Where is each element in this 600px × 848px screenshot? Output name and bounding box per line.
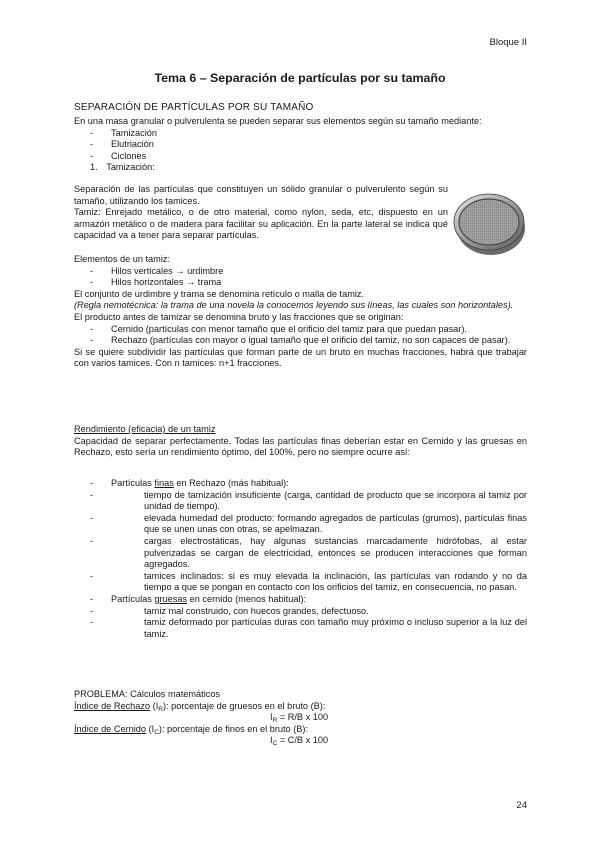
rendimiento-heading: Rendimiento (eficacia) de un tamiz [74,424,216,434]
list-item: - tamiz deformado por partículas duras con tamaño muy próximo o incluso superior a la luz del tamiz. [74,617,527,640]
finas-causes [74,490,527,594]
elements-block [74,254,527,370]
intro-block [74,116,527,174]
list-item: - cargas electrostáticas, hay algunas sustancias marcadamente hidrófobas, al estar pulverizadas se cargan de electricidad, entonces se producen interacciones que forman agregados. [74,536,527,571]
list-item: - Hilos verticales → urdimbre [74,266,527,278]
finas-term: finas [154,478,174,488]
subdivide-text: Si se quiere subdividir las partículas que forman parte de un bruto en muchas fracciones, habrá que trabajar con varios tamices. Con n tamices: n+1 fracciones. [74,346,527,369]
rendimiento-text: Capacidad de separar perfectamente. Todas las partículas finas deberían estar en Cernido y las gruesas en Rechazo, esto sería un rendimiento óptimo, del 100%, pero no siempre ocurre así: [74,435,527,458]
page-title: Tema 6 – Separación de partículas por su tamaño [154,71,446,85]
tamiz-definition: Tamiz: Enrejado metálico, o de otro material, como nylon, seda, etc, dispuesto en un armazón metálico o de madera para facilitar su aplicación. En la parte lateral se indica qué capacidad va a tener para separar partículas. [74,207,448,241]
list-item: - Elutriación [74,139,527,151]
sieve-description [74,184,448,242]
bruto-text: El producto antes de tamizar se denomina bruto y las fracciones que se originan: [74,311,404,322]
cernido-definition: Índice de Cernido $(I_C)$: porcentaje de finos en el bruto (B): [74,723,309,736]
list-item: - Cernido (partículas con menor tamaño que el orificio del tamiz para que puedan pasar). [74,324,527,336]
sieve-image [451,188,527,258]
reticulo-text: El conjunto de urdimbre y trama se denomina retículo o malla de tamiz. [74,288,365,299]
list-item: - Tamización [74,128,527,140]
list-item: - tamices inclinados: si es muy elevada la inclinación, las partículas van rodando y no da tiempo a que se pongan en contacto con los orificios del tamiz, en consecuencia, no pasan. [74,571,527,594]
particles-list [74,478,527,640]
section-heading: SEPARACIÓN DE PARTÍCULAS POR SU TAMAÑO [74,102,314,113]
gruesas-term: gruesas [154,593,188,604]
problema-heading: PROBLEMA: Cálculos matemáticos [74,689,221,699]
numbered-item-number: 1. [90,162,98,173]
list-item: - Partículas finas en Rechazo (más habitual): - tiempo de tamización insuficiente (carga, cantidad de producto que se incorpora al tamiz por unidad de tiempo). - elevada humedad del producto: formando agregados de partículas (grumos), partículas finas que se unen unas con otras, se apelmazan. - cargas electrostáticas, hay algunas sustancias marcadamente hidrófobas, al estar pulverizadas se cargan de electricidad, entonces se producen interacciones que forman agregados. - tamices inclinados: si es muy elevada la inclinación, las partículas van rodando y no da tiempo a que se pongan en contacto con los orificios del tamiz, en consecuencia, no pasan. [74,478,527,594]
list-item: - Rechazo (partículas con mayor o igual tamaño que el orificio del tamiz, no son capaces de pasar). [74,335,527,347]
block-header: Bloque II [489,37,527,48]
mnemonic-text: (Regla nemotécnica: la trama de una novela la conocemos leyendo sus líneas, las cuales son horizontales). [74,300,514,311]
list-item: - elevada humedad del producto: formando agregados de partículas (grumos), partículas finas que se unen unas con otras, se apelmazan. [74,513,527,536]
list-item: - tamiz mal construido, con huecos grandes, defectuoso. [74,606,527,618]
methods-list [74,128,527,163]
page-number: 24 [516,800,527,811]
rechazo-formula: $I_R = R/B$ x 100 [270,712,329,725]
list-item: - Hilos horizontales → trama [74,277,527,289]
numbered-item [74,162,527,174]
sieve-paragraph: Separación de las partículas que constituyen un sólido granular o pulverulento según su tamaño, utilizando los tamices. [74,184,448,206]
cernido-formula: $I_C = C/B$ x 100 [270,735,329,748]
list-item: - Partículas gruesas en cernido (menos habitual): - tamiz mal construido, con huecos grandes, defectuoso. - tamiz deformado por partículas duras con tamaño muy próximo o incluso superior a la luz del tamiz. [74,594,527,640]
causes-block [74,478,527,640]
fractions-list [74,324,527,347]
rendimiento-block [74,424,527,459]
intro-text: En una masa granular o pulverulenta se pueden separar sus elementos según su tamaño mediante: [74,116,482,126]
elements-list [74,266,527,289]
numbered-item-label: Tamización: [106,162,155,173]
rechazo-term: Índice de Rechazo [74,700,151,711]
rechazo-definition: Índice de Rechazo $(I_R)$: porcentaje de gruesos en el bruto (B): [74,700,326,713]
cernido-term: Índice de Cernido [74,723,147,734]
list-item: - tiempo de tamización insuficiente (carga, cantidad de producto que se incorpora al tamiz por unidad de tiempo). [74,490,527,513]
list-item: - Ciclones [74,151,527,163]
gruesas-causes [74,606,527,641]
elements-heading: Elementos de un tamiz: [74,254,171,264]
problema-block [74,689,527,747]
